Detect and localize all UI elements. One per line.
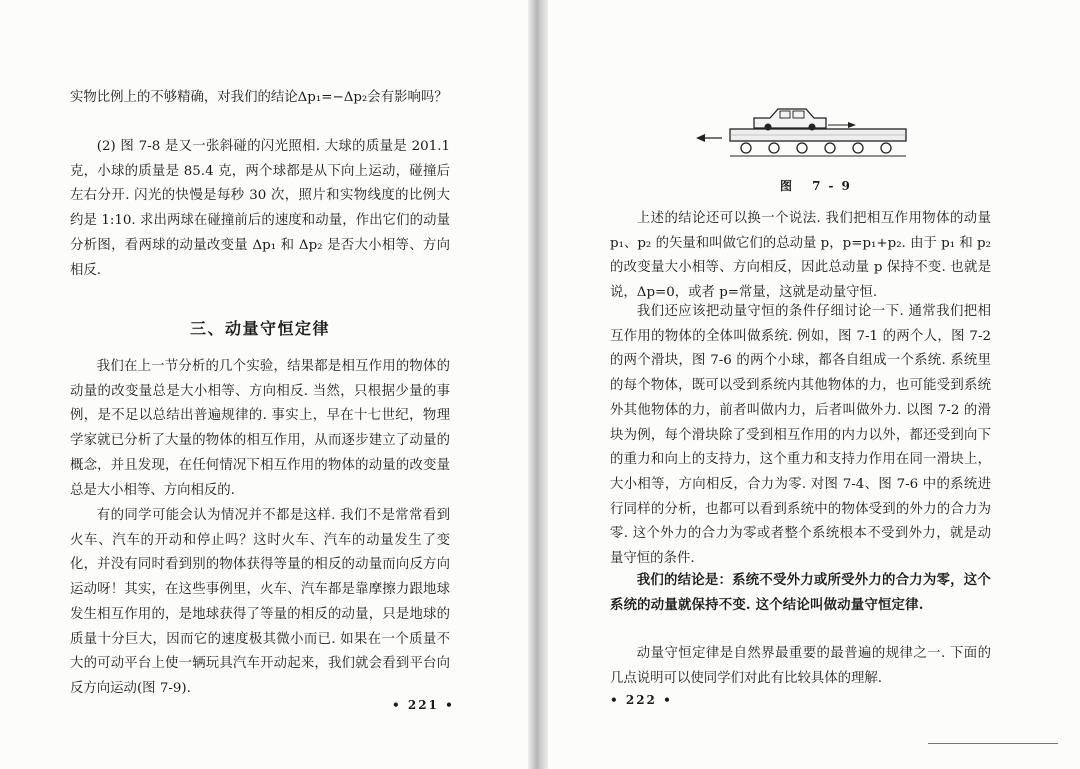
paragraph-body-3: 上述的结论还可以换一个说法. 我们把相互作用物体的动量 p₁、p₂ 的矢量和叫做它们的总动量 p，p=p₁+p₂. 由于 p₁ 和 p₂ 的改变量大小相等、方向相反，因此总动量 p 保持不变. 也就是说，Δp=0，或者 p=常量，这就是动量守恒. xyxy=(610,211,991,301)
platform-rollers xyxy=(741,143,891,153)
paragraph-body-4: 我们还应该把动量守恒的条件仔细讨论一下. 通常我们把相互作用的物体的全体叫做系统. 例如，图 7-1 的两个人，图 7-2 的两个滑块，图 7-6 的两个小球，都各自组成一个系统. 系统里的每个物体，既可以受到系统内其他物体的力，也可能受到系统外其他物体的力，前者叫做内力，后者叫做外力. 以图 7-2 的滑块为例，每个滑块除了受到相互作用的内力以外，都还受到向下的重力和向上的支持力，这个重力和支持力作用在同一滑块上，大小相等，方向相反，合力为零. 对图 7-4、图 7-6 中的系统进行同样的分析，也都可以看到系统中的物体受到的外力的合力为零. 这个外力的合力为零或者整个系统根本不受到外力，就是动量守恒的条件. xyxy=(610,304,991,567)
paragraph-body-5: 动量守恒定律是自然界最重要的最普遍的规律之一. 下面的几点说明可以使同学们对此有比较具体的理解. xyxy=(610,646,991,686)
paragraph-continuation: 实物比例上的不够精确，对我们的结论Δp₁=−Δp₂会有影响吗？ xyxy=(70,90,448,105)
paragraph-body-2: 有的同学可能会认为情况并不都是这样. 我们不是常常看到火车、汽车的开动和停止吗？这时火车、汽车的动量发生了变化，并没有同时看到别的物体获得等量的相反的动量而向反方向运动呀！其实，在这些事例里，火车、汽车都是靠摩擦力跟地球发生相互作用的，是地球获得了等量的相反的动量，只是地球的质量十分巨大，因而它的速度极其微小而已. 如果在一个质量不大的可动平台上使一辆玩具汽车开动起来，我们就会看到平台向反方向运动(图 7-9). xyxy=(70,508,450,696)
scan-edge-line xyxy=(928,743,1058,744)
right-page xyxy=(548,0,1080,769)
paragraph-body-1: 我们在上一节分析的几个实验，结果都是相互作用的物体的动量的改变量总是大小相等、方向相反. 当然，只根据少量的事例，是不足以总结出普遍规律的. 事实上，早在十七世纪，物理学家就已分析了大量的物体的相互作用，从而逐步建立了动量的概念，并且发现，在任何情况下相互作用的物体的动量的改变量总是大小相等、方向相反的. xyxy=(70,359,450,498)
paragraph-conclusion: 我们的结论是：系统不受外力或所受外力的合力为零，这个系统的动量就保持不变. 这个结论叫做动量守恒定律. xyxy=(610,572,991,613)
arrow-head-icon xyxy=(696,134,705,142)
book-gutter xyxy=(528,0,548,769)
figure-caption: 图 7-9 xyxy=(780,179,858,193)
paragraph-question-2: (2) 图 7-8 是又一张斜碰的闪光照相. 大球的质量是 201.1 克，小球的质量是 85.4 克，两个球都是从下向上运动，碰撞后左右分开. 闪光的快慢是每秒 30 次，照片和实物线度的比例大约是 1:10. 求出两球在碰撞前后的速度和动量，作出它们的动量分析图，看两球的动量改变量 Δp₁ 和 Δp₂ 是否大小相等、方向相反. xyxy=(70,139,450,278)
section-heading: 三、动量守恒定律 xyxy=(190,319,331,338)
page-number-right: • 222 • xyxy=(610,693,673,707)
figure-7-9-drawing xyxy=(696,96,916,160)
left-page xyxy=(0,0,528,769)
page-number-left: • 221 • xyxy=(392,698,455,712)
